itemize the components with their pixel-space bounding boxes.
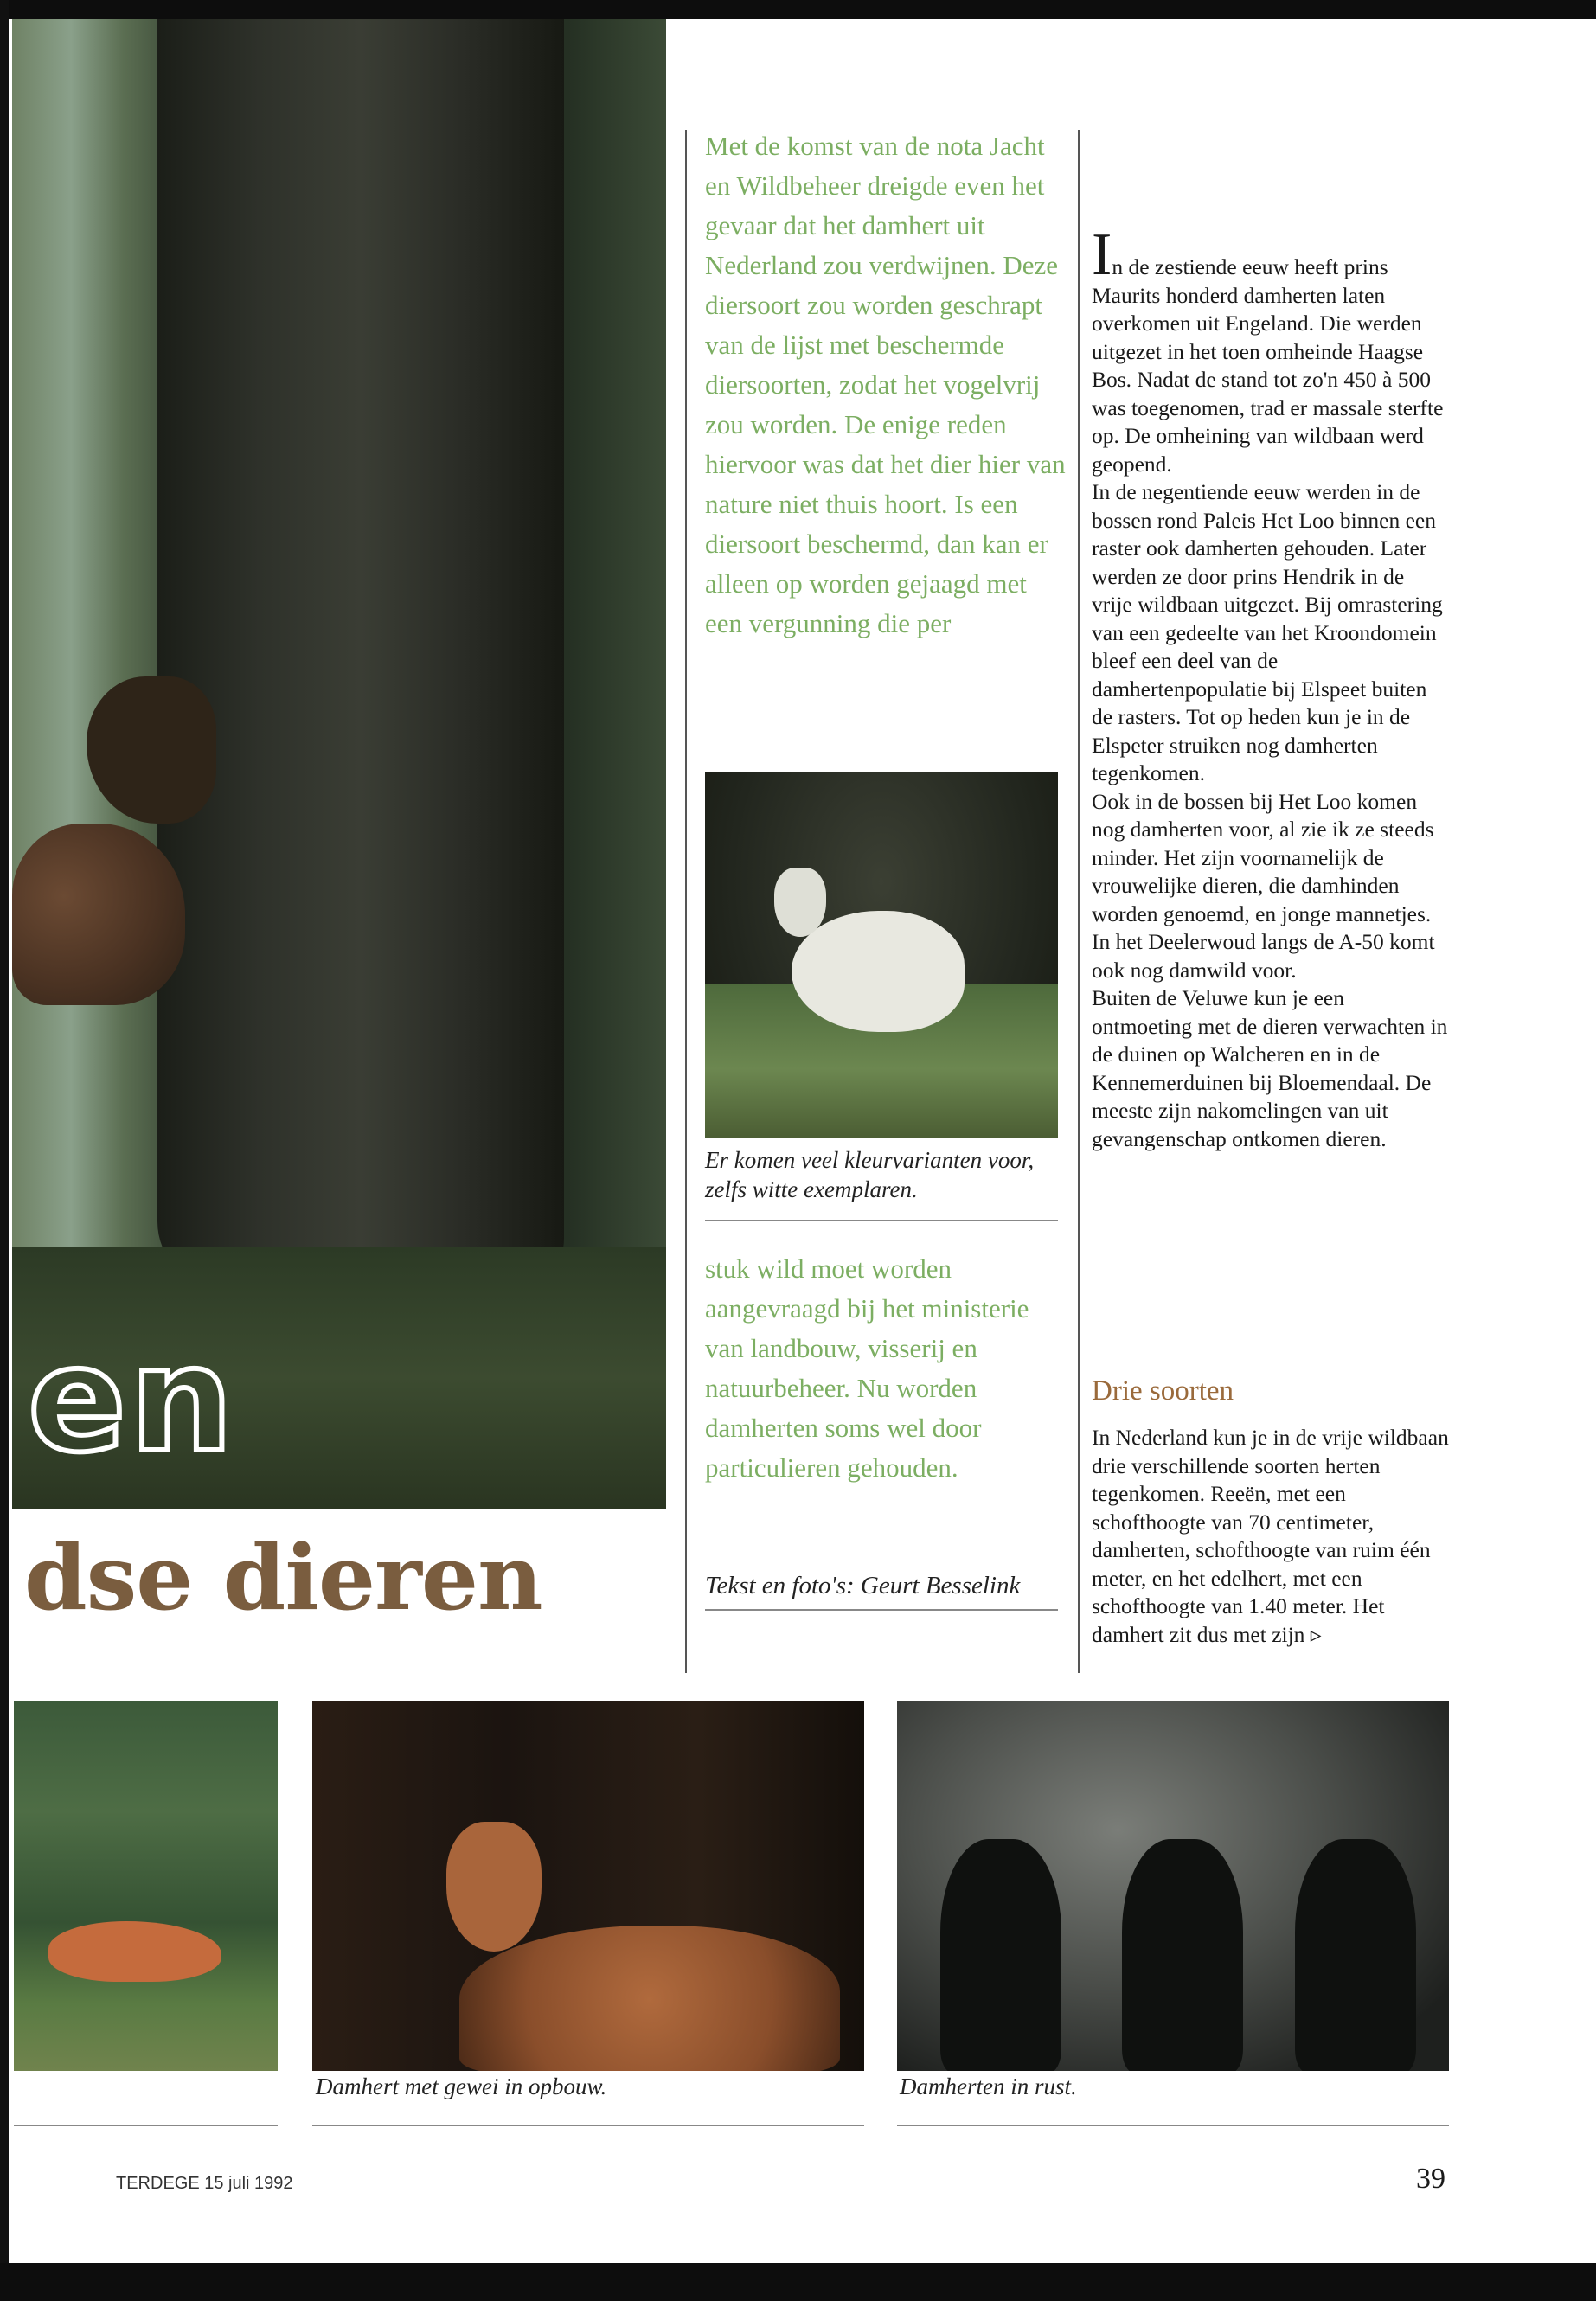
white-stag-head bbox=[774, 868, 826, 937]
caption-white-deer: Er komen veel kleurvarianten voor, zelfs witte exemplaren. bbox=[705, 1147, 1035, 1202]
deer-silhouette-2 bbox=[1122, 1839, 1243, 2071]
buck-photo bbox=[312, 1701, 864, 2071]
body-paragraph-1: n de zestiende eeuw heeft prins Maurits honderd damherten laten overkomen uit Engeland. Die werden uitgezet in het toen omheinde Haagse Bos. Nadat de stand tot zo'n 450 à 500 was toegenomen, trad er massale sterfte op. De omheining van wildbaan werd geopend. bbox=[1092, 254, 1444, 477]
deer-head-shape bbox=[87, 676, 216, 824]
caption-buck: Damhert met gewei in opbouw. bbox=[316, 2073, 607, 2099]
deer-silhouette-3 bbox=[1295, 1839, 1416, 2071]
headline-fragment: dse dieren bbox=[24, 1524, 542, 1631]
caption-resting: Damherten in rust. bbox=[900, 2073, 1077, 2099]
left-border bbox=[0, 0, 9, 2301]
page-number: 39 bbox=[1416, 2163, 1445, 2195]
doe-photo bbox=[14, 1701, 278, 2071]
subheading: Drie soorten bbox=[1092, 1375, 1234, 1407]
body-paragraph-3: Ook in de bossen bij Het Loo komen nog damherten voor, al zie ik ze steeds minder. Het zijn voornamelijk de vrouwelijke dieren, die damhinden worden genoemd, en jonge mannetjes. In het Deelerwoud langs de A-50 komt ook nog damwild voor. bbox=[1092, 788, 1435, 983]
drop-cap: I bbox=[1092, 221, 1112, 288]
headline-overlay-fragment: en bbox=[28, 1315, 237, 1484]
byline: Tekst en foto's: Geurt Besselink bbox=[705, 1572, 1021, 1599]
publication-footer: TERDEGE 15 juli 1992 bbox=[116, 2174, 293, 2193]
intro-text-part2: stuk wild moet worden aangevraagd bij het ministerie van landbouw, visserij en natuurbeheer. Nu worden damherten soms wel door particulieren gehouden. bbox=[705, 1253, 1029, 1483]
photo-rule-3 bbox=[897, 2125, 1449, 2126]
body-paragraph-4: Buiten de Veluwe kun je een ontmoeting met de dieren verwachten in de duinen op Walcheren en in de Kennemerduinen bij Bloemendaal. De meeste zijn nakomelingen van uit gevangenschap ontkomen dieren. bbox=[1092, 985, 1448, 1151]
bottom-border bbox=[0, 2263, 1596, 2301]
body-text bbox=[1092, 221, 1450, 1153]
deer-body-shape bbox=[12, 824, 185, 1005]
photo-rule-1 bbox=[14, 2125, 278, 2126]
deer-silhouette-1 bbox=[940, 1839, 1061, 2071]
forest-photo bbox=[12, 19, 666, 1509]
white-stag-body bbox=[792, 911, 965, 1032]
byline-rule bbox=[705, 1609, 1058, 1611]
doe-shape bbox=[48, 1921, 221, 1982]
caption-rule bbox=[705, 1220, 1058, 1221]
intro-text-part1: Met de komst van de nota Jacht en Wildbeheer dreigde even het gevaar dat het damhert uit Nederland zou verdwijnen. Deze diersoort zou worden geschrapt van de lijst met beschermde diersoorten, zodat het vogelvrij zou worden. De enige reden hiervoor was dat het dier hier van nature niet thuis hoort. Is een diersoort beschermd, dan kan er alleen op worden gejaagd met een vergunning die per bbox=[705, 131, 1066, 638]
body-paragraph-2: In de negentiende eeuw werden in de bossen rond Paleis Het Loo binnen een raster ook damherten gehouden. Later werden ze door prins Hendrik in de vrije wildbaan uitgezet. Bij omrastering van een gedeelte van het Kroondomein bleef een deel van de damhertenpopulatie bij Elspeet buiten de rasters. Tot op heden kun je in de Elspeter struiken nog damherten tegenkomen. bbox=[1092, 479, 1443, 785]
tree-trunk bbox=[157, 19, 564, 1291]
top-border bbox=[0, 0, 1596, 19]
photo-rule-2 bbox=[312, 2125, 864, 2126]
body-paragraph-5: In Nederland kun je in de vrije wildbaan drie verschillende soorten herten tegenkomen. Reeën, met een schofthoogte van 70 centimeter, damherten, schofthoogte van ruim één meter, en het edelhert, met een schofthoogte van 1.40 meter. Het damhert zit dus met zijn ▹ bbox=[1092, 1425, 1449, 1647]
white-deer-photo bbox=[705, 772, 1058, 1138]
buck-body-shape bbox=[459, 1926, 840, 2071]
column-rule-right bbox=[1078, 130, 1080, 1673]
buck-head-shape bbox=[446, 1822, 542, 1952]
column-rule-left bbox=[685, 130, 687, 1673]
resting-deer-photo bbox=[897, 1701, 1449, 2071]
